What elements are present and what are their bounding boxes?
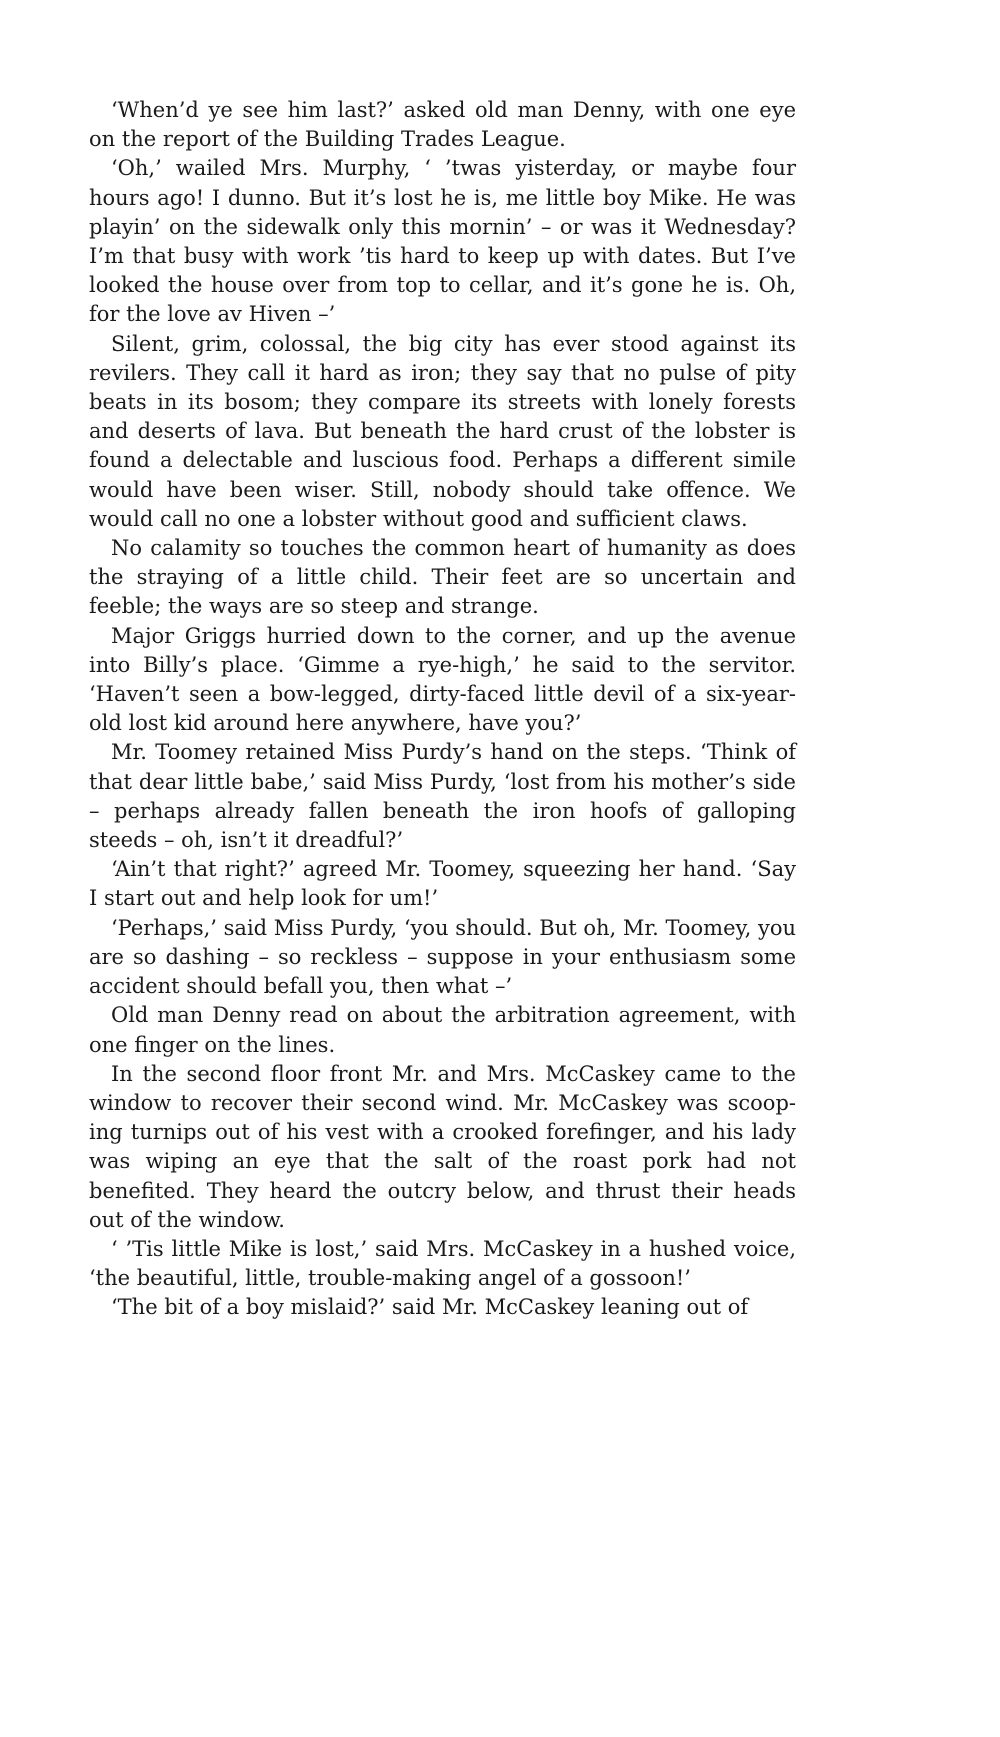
paragraph: ‘Perhaps,’ said Miss Purdy, ‘you should. But oh, Mr. Toomey, you are so dashing – so reckless – suppose in your enthusiasm some accident should befall you, then what –’ [89,915,796,999]
paragraph: ‘The bit of a boy mislaid?’ said Mr. McCaskey leaning out of [111,1295,749,1320]
paragraph: Silent, grim, colossal, the big city has ever stood against its revilers. They call it hard as iron; they say that no pulse of pity beats in its bosom; they compare its streets with lonely forests and deserts of lava. But beneath the hard crust of the lobster is found a delectable and luscious food. Perhaps a different simile would have been wiser. Still, nobody should take offence. We would call no one a lobster without good and sufficient claws. [89,331,796,531]
paragraph: ‘When’d ye see him last?’ asked old man Denny, with one eye on the report of the Building Trades League. [89,98,796,152]
body-text [89,96,796,1323]
paragraph: ‘Oh,’ wailed Mrs. Murphy, ‘ ’twas yisterday, or maybe four hours ago! I dunno. But it’s lost he is, me little boy Mike. He was playin’ on the sidewalk only this mornin’ – or was it Wednesday? I’m that busy with work ’tis hard to keep up with dates. But I’ve looked the house over from top to cellar, and it’s gone he is. Oh, for the love av Hiven –’ [89,156,796,327]
paragraph: ‘Ain’t that right?’ agreed Mr. Toomey, squeezing her hand. ‘Say I start out and help look for um!’ [89,857,796,911]
paragraph: Old man Denny read on about the arbitration agreement, with one finger on the lines. [89,1003,796,1057]
paragraph: Mr. Toomey retained Miss Purdy’s hand on the steps. ‘Think of that dear little babe,’ said Miss Purdy, ‘lost from his mother’s side – perhaps already fallen beneath the iron hoofs of galloping steeds – oh, isn’t it dreadful?’ [89,740,796,853]
paragraph: ‘ ’Tis little Mike is lost,’ said Mrs. McCaskey in a hushed voice, ‘the beautiful, little, trouble-making angel of a gossoon!’ [89,1236,796,1291]
paragraph: In the second floor front Mr. and Mrs. McCaskey came to the window to recover their second wind. Mr. McCaskey was scoop-ing turnips out of his vest with a crooked forefinger, and his lady was wiping an eye that the salt of the roast pork had not benefited. They heard the outcry below, and thrust their heads out of the window. [89,1061,796,1232]
paragraph: Major Griggs hurried down to the corner, and up the avenue into Billy’s place. ‘Gimme a rye-high,’ he said to the servitor. ‘Haven’t seen a bow-legged, dirty-faced little devil of a six-year-old lost kid around here anywhere, have you?’ [89,623,796,736]
paragraph: No calamity so touches the common heart of humanity as does the straying of a little child. Their feet are so uncertain and feeble; the ways are so steep and strange. [89,536,796,619]
